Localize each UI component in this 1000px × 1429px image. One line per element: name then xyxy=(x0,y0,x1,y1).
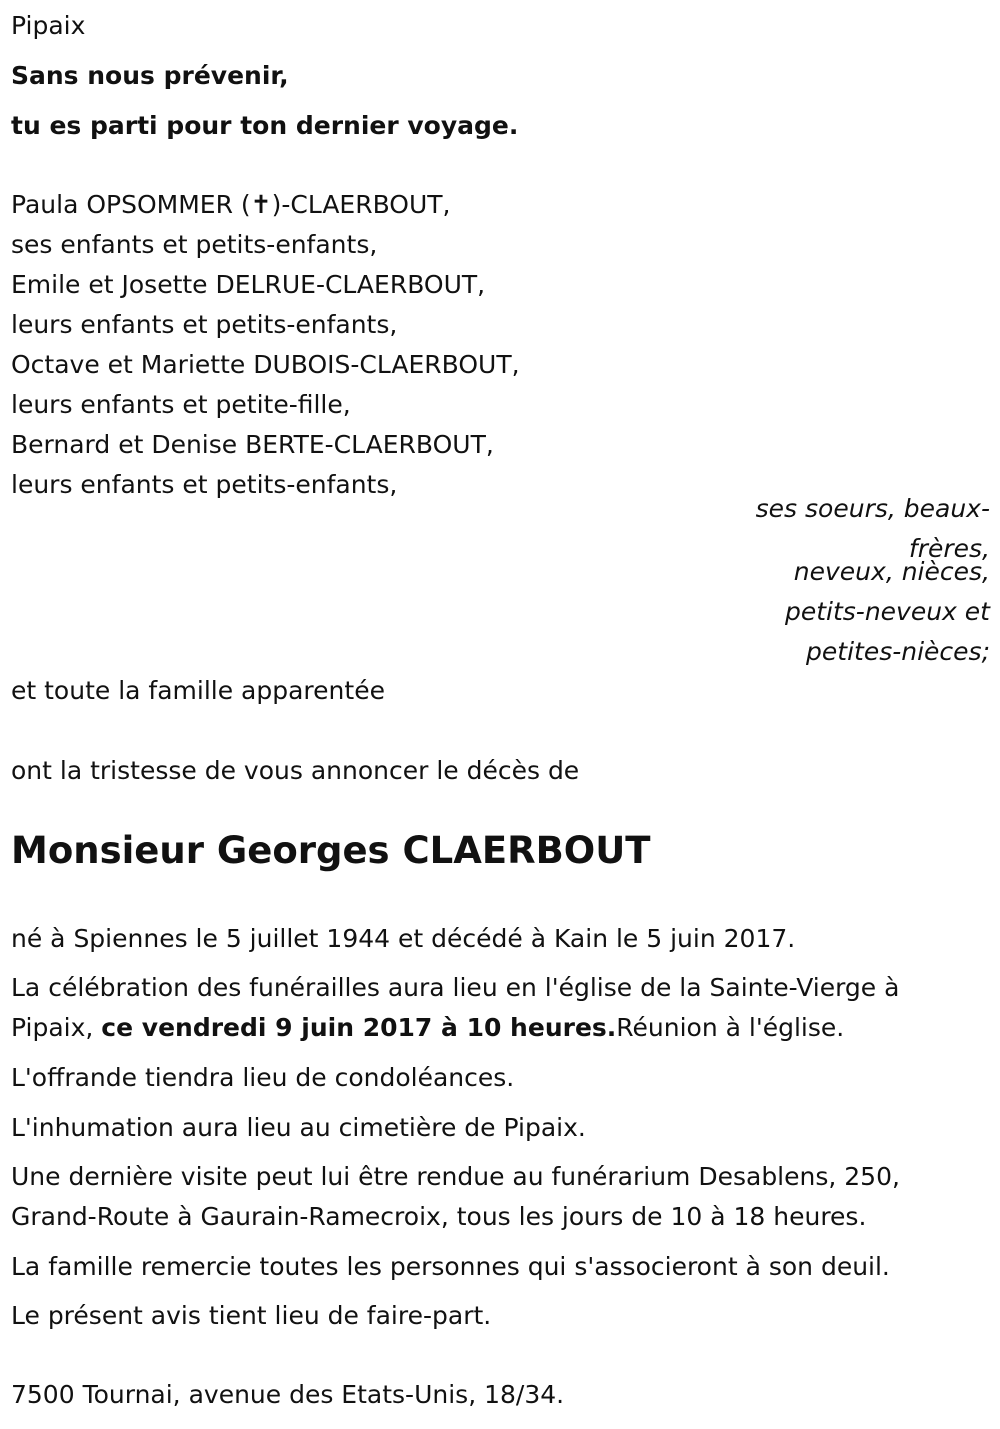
offering-text: L'offrande tiendra lieu de condoléances. xyxy=(11,1063,515,1092)
family-line: leurs enfants et petite-fille, xyxy=(11,390,351,419)
family-line: Octave et Mariette DUBOIS-CLAERBOUT, xyxy=(11,350,520,379)
extended-family-line: petites-nièces; xyxy=(806,637,990,666)
family-line: Bernard et Denise BERTE-CLAERBOUT, xyxy=(11,430,494,459)
deceased-name: Monsieur Georges CLAERBOUT xyxy=(11,829,651,872)
funeral-text: La célébration des funérailles aura lieu en l'église de la Sainte-Vierge à Pipaix, xyxy=(11,973,900,1042)
extended-family-line: neveux, nièces, xyxy=(793,557,990,586)
funeral-meeting: Réunion à l'église. xyxy=(616,1013,845,1042)
birth-death-text: né à Spiennes le 5 juillet 1944 et décédé à Kain le 5 juin 2017. xyxy=(11,924,796,953)
family-closing: et toute la famille apparentée xyxy=(11,676,385,705)
thanks-text: La famille remercie toutes les personnes qui s'associeront à son deuil. xyxy=(11,1252,890,1281)
location-heading: Pipaix xyxy=(11,11,86,40)
family-line: leurs enfants et petits-enfants, xyxy=(11,470,398,499)
family-address: 7500 Tournai, avenue des Etats-Unis, 18/34. xyxy=(11,1380,565,1409)
funeral-date: ce vendredi 9 juin 2017 à 10 heures. xyxy=(101,1013,617,1042)
burial-text: L'inhumation aura lieu au cimetière de Pipaix. xyxy=(11,1113,586,1142)
extended-family-line: frères, xyxy=(908,534,990,563)
family-line: Emile et Josette DELRUE-CLAERBOUT, xyxy=(11,270,486,299)
family-line: leurs enfants et petits-enfants, xyxy=(11,310,398,339)
quote-line-1: Sans nous prévenir, xyxy=(11,61,289,90)
family-line: Paula OPSOMMER (✝)-CLAERBOUT, xyxy=(11,190,451,219)
family-line: ses enfants et petits-enfants, xyxy=(11,230,378,259)
quote-line-2: tu es parti pour ton dernier voyage. xyxy=(11,111,519,140)
extended-family-line: ses soeurs, beaux- xyxy=(755,494,990,523)
visit-text: Une dernière visite peut lui être rendue au funérarium Desablens, 250, Grand-Route à Gaurain-Ramecroix, tous les jours de 10 à 18 heures. xyxy=(11,1162,900,1231)
funeral-paragraph xyxy=(11,968,986,1048)
extended-family-line: petits-neveux et xyxy=(784,597,990,626)
announcement-intro: ont la tristesse de vous annoncer le décès de xyxy=(11,756,580,785)
notice-text: Le présent avis tient lieu de faire-part. xyxy=(11,1301,492,1330)
